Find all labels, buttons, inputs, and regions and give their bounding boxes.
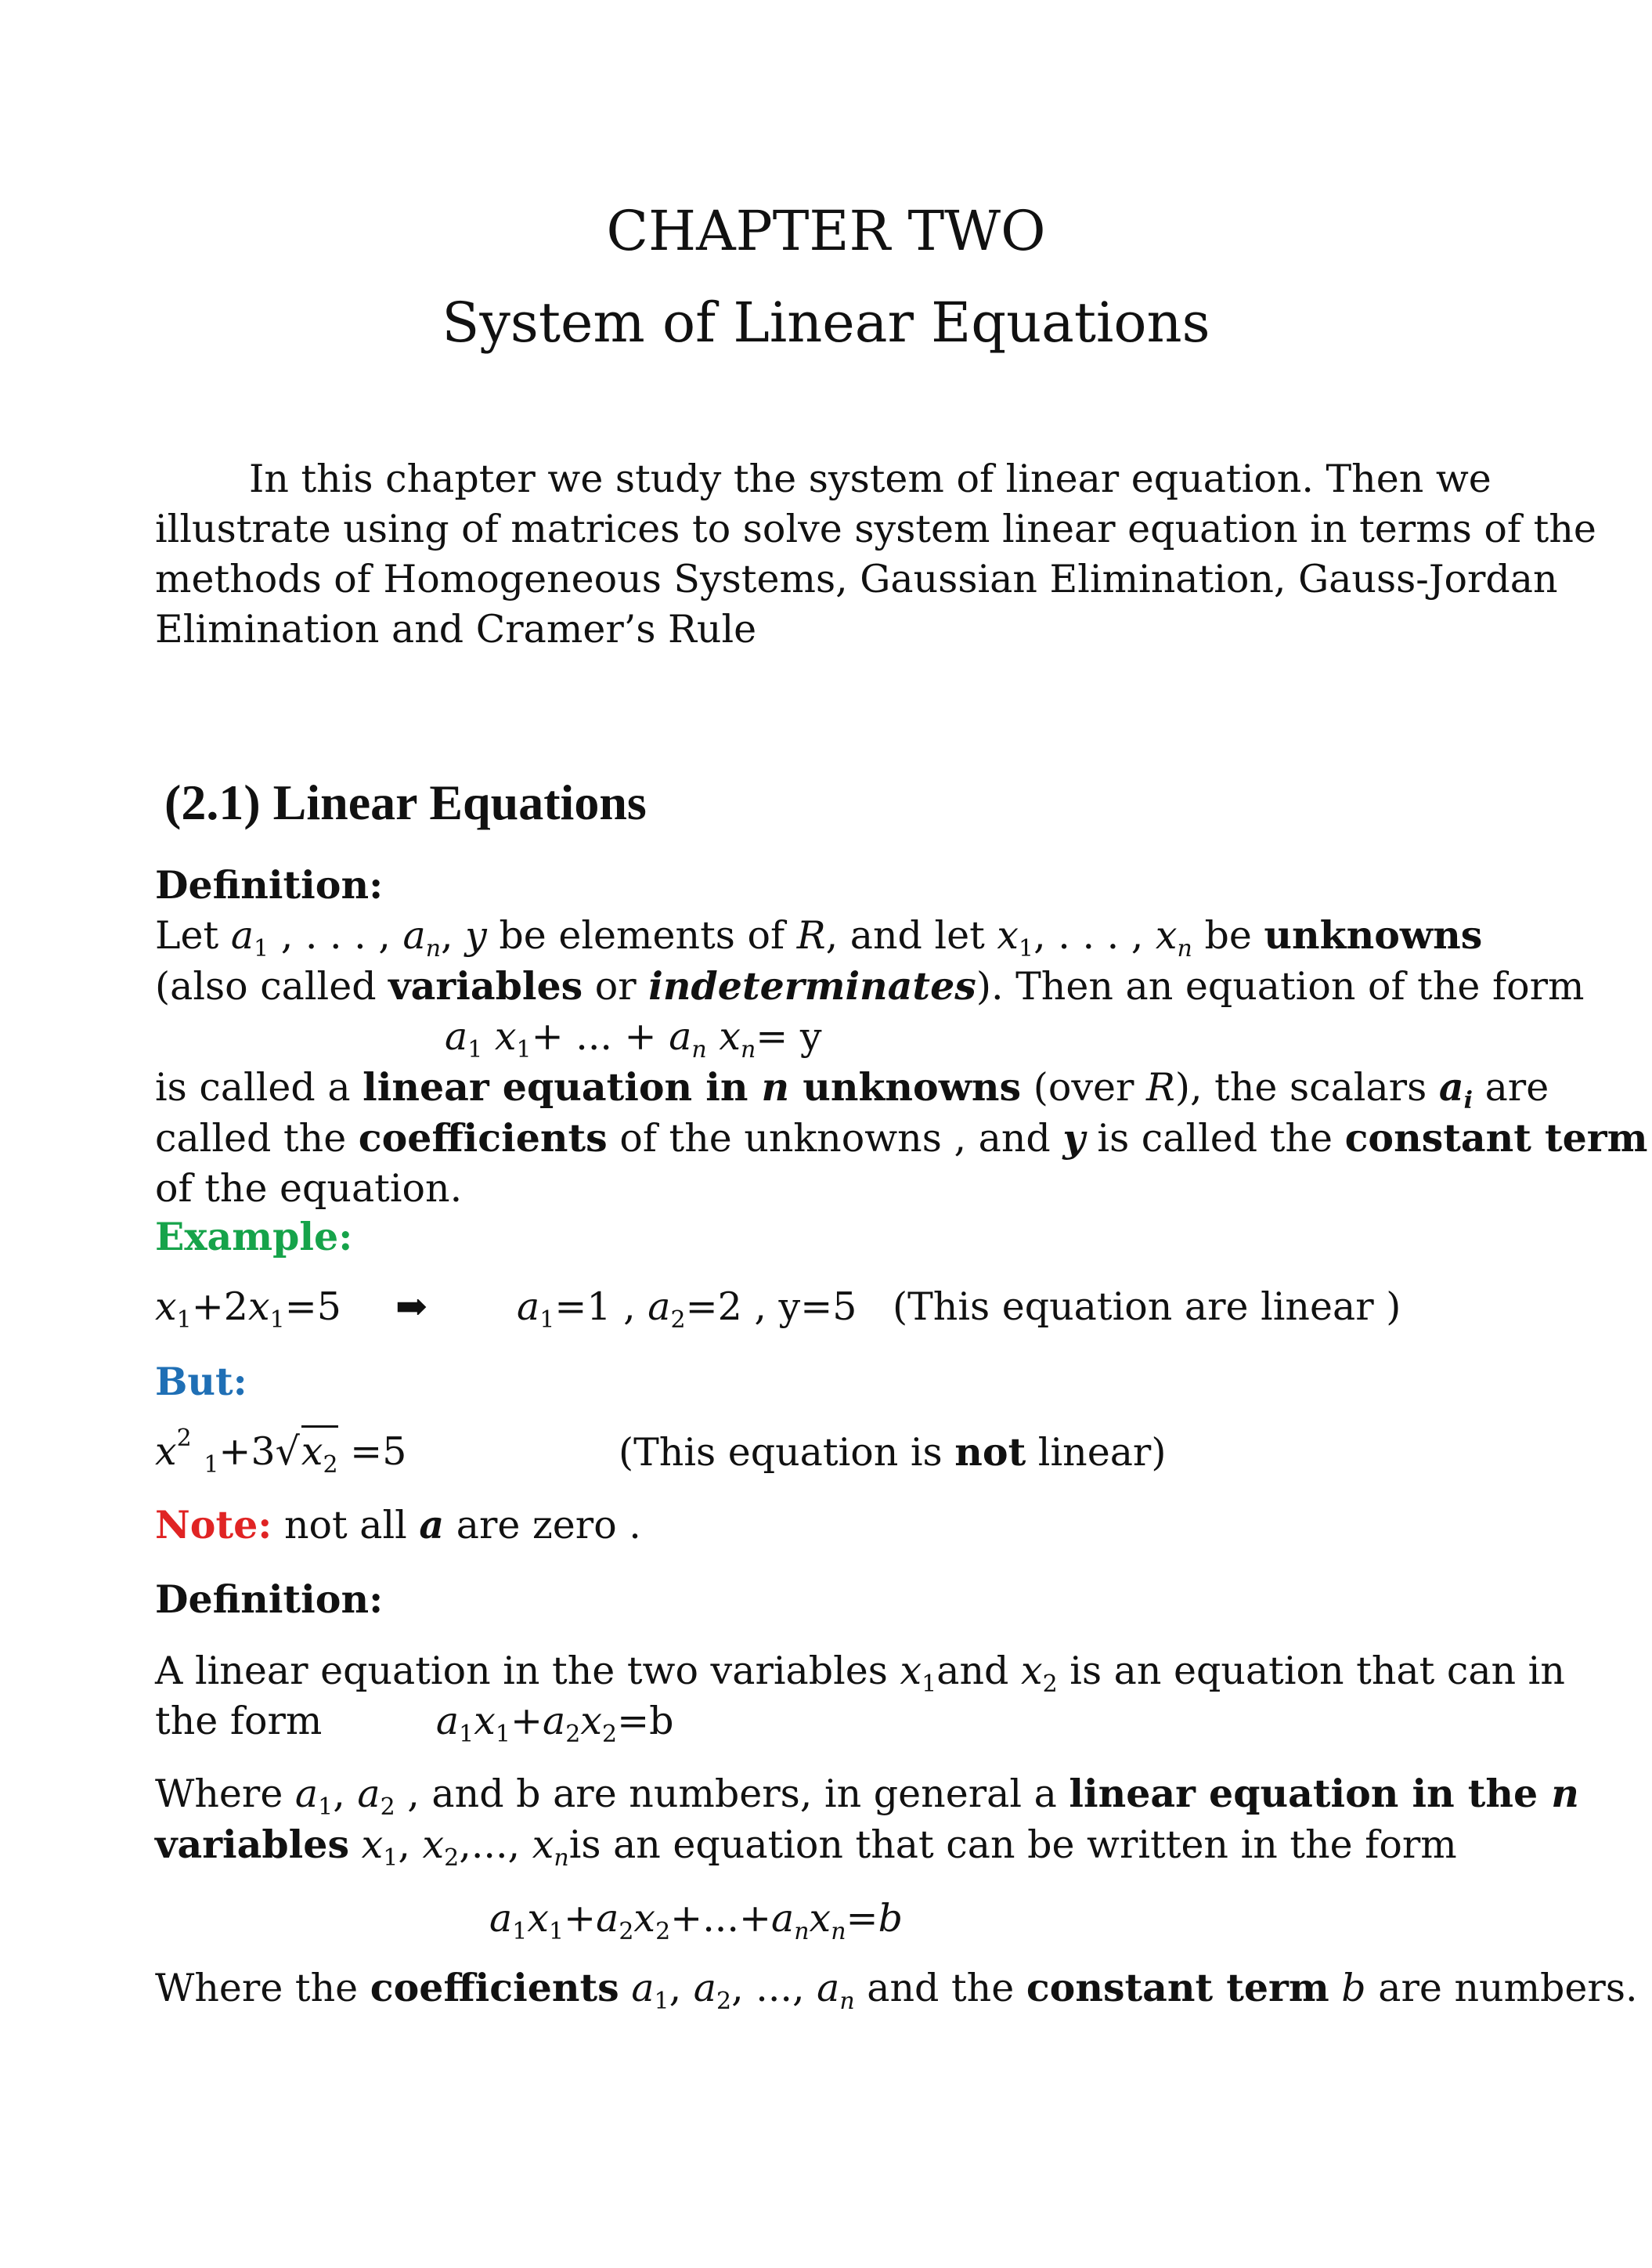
general-equation: $a_1x_1+a_2x_2+...+a_nx_n=b$ bbox=[489, 1896, 903, 1945]
example-label: Example: bbox=[155, 1214, 353, 1259]
definition2-label: Definition: bbox=[155, 1576, 384, 1622]
closing-sentence: Where the coefficients $a_1$, $a_2$, ..., $a_n$ and the constant term b are numbers. bbox=[155, 1965, 1638, 2015]
definition2-text: A linear equation in the two variables $x_1and$ $x_2$ is an equation that can in the form $a_1x_1+a_2x_2=b$ bbox=[155, 1649, 1565, 1748]
arrow-icon: ➡ bbox=[395, 1284, 428, 1329]
counter-example-equation: $x^2$ $_1+3√x_2 =5$ bbox=[155, 1425, 407, 1479]
note-label: Note: bbox=[155, 1502, 272, 1548]
definition-label: Definition: bbox=[155, 862, 384, 908]
example-equation: $x_1+2x_1=5$ bbox=[155, 1284, 341, 1334]
general-definition: Where $a_1$, $a_2$ , and b are numbers, in general a linear equation in the n variables $x_1$, $x_2$,..., $x_nis$ an equation that can be written in the form bbox=[155, 1771, 1579, 1872]
example-coefficients: $a_1=1$ , $a_2=2$ , y=5 bbox=[517, 1284, 857, 1334]
section-heading: (2.1) Linear Equations bbox=[164, 775, 647, 830]
example-note: (This equation are linear ) bbox=[893, 1284, 1401, 1329]
chapter-title: System of Linear Equations bbox=[442, 291, 1210, 355]
intro-paragraph: In this chapter we study the system of linear equation. Then we illustrate using of matrices to solve system linear equation in terms of the methods of Homogeneous Systems, Gaussian Elimination, Gauss-Jordan Elimination and Cramer’s Rule bbox=[155, 457, 1596, 652]
but-label: But: bbox=[155, 1359, 247, 1404]
definition-text: Let $a_1$ , . . . , $a_n$, y be elements of R, and let $x_1$, . . . , $x_n$ be unknowns (also called variables or indeterminates). Then an equation of the form $a_1$ $x_1+$ ... + $a_n$ $x_n= y$ is called a linear equation in n unknowns (over R), the scalars $a_i$ are called the coefficients of the unknowns , and y is called the constant term of the equation. bbox=[155, 912, 1648, 1211]
chapter-label: CHAPTER TWO bbox=[606, 199, 1046, 263]
counter-note: (This equation is not linear) bbox=[619, 1429, 1167, 1475]
note-line: Note: not all a are zero . bbox=[155, 1502, 641, 1548]
